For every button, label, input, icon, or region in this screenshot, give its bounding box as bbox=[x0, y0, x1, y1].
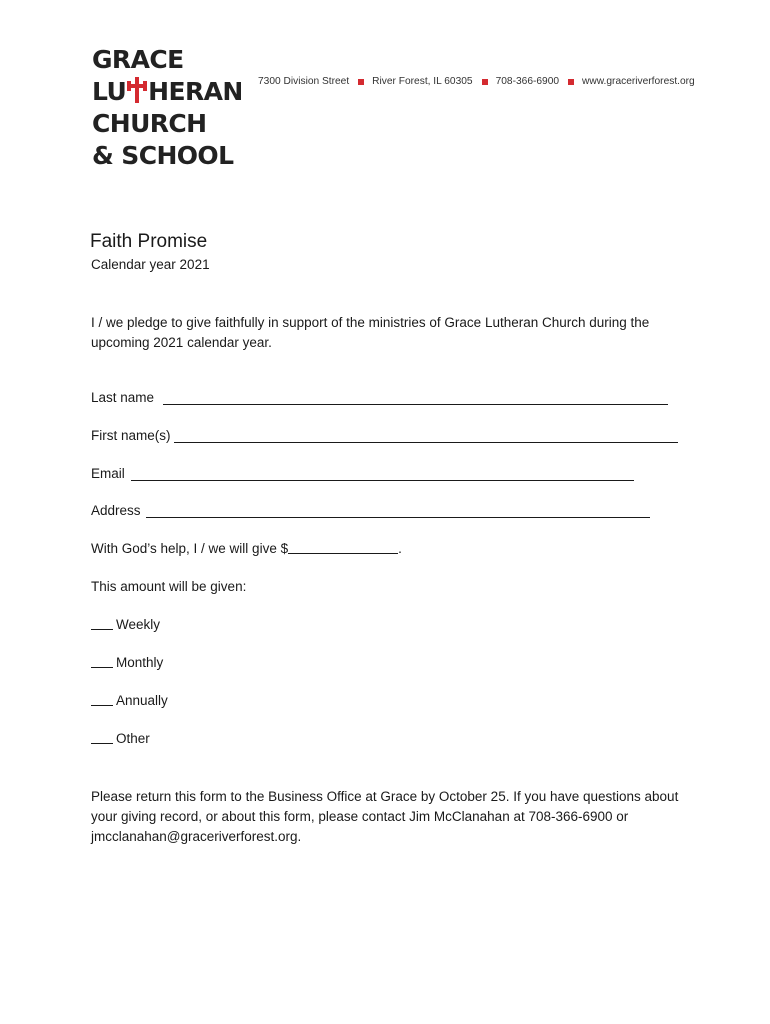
frequency-option-annually[interactable] bbox=[91, 693, 168, 708]
form-title: Faith Promise bbox=[90, 231, 208, 252]
annually-blank[interactable] bbox=[91, 693, 113, 706]
last-name-field[interactable] bbox=[163, 404, 668, 405]
frequency-option-other[interactable] bbox=[91, 731, 150, 746]
weekly-blank[interactable] bbox=[91, 617, 113, 630]
church-logo bbox=[92, 44, 243, 172]
logo-heran: HERAN bbox=[148, 77, 243, 106]
address-field[interactable] bbox=[146, 517, 650, 518]
contact-address: 7300 Division Street bbox=[258, 76, 350, 87]
pledge-statement: I / we pledge to give faithfully in support of the ministries of Grace Lutheran Church during the upcoming 2021 calendar year. bbox=[91, 315, 650, 350]
monthly-label: Monthly bbox=[116, 655, 164, 670]
separator-square-icon bbox=[358, 79, 364, 85]
email-label: Email bbox=[91, 466, 125, 481]
first-names-label: First name(s) bbox=[91, 428, 171, 443]
logo-line-lutheran bbox=[92, 76, 243, 108]
contact-city: River Forest, IL 60305 bbox=[372, 76, 473, 87]
return-instructions: Please return this form to the Business Office at Grace by October 25. If you have questions about your giving record, or about this form, please contact Jim McClanahan at 708-366-6900 or jmcclanahan@graceriverforest.org. bbox=[91, 789, 679, 844]
form-subtitle: Calendar year 2021 bbox=[91, 257, 210, 272]
frequency-prompt: This amount will be given: bbox=[91, 579, 247, 594]
logo-lu: LU bbox=[92, 77, 127, 106]
amount-field[interactable] bbox=[288, 541, 398, 554]
logo-line-church: CHURCH bbox=[92, 109, 207, 138]
frequency-option-weekly[interactable] bbox=[91, 617, 160, 632]
weekly-label: Weekly bbox=[116, 617, 161, 632]
annually-label: Annually bbox=[116, 693, 168, 708]
logo-line-grace: GRACE bbox=[92, 45, 184, 74]
amount-suffix: . bbox=[398, 541, 402, 556]
contact-phone: 708-366-6900 bbox=[495, 76, 560, 87]
amount-line bbox=[91, 541, 402, 556]
other-blank[interactable] bbox=[91, 731, 113, 744]
monthly-blank[interactable] bbox=[91, 655, 113, 668]
logo-line-school: & SCHOOL bbox=[92, 141, 234, 170]
address-label: Address bbox=[91, 503, 141, 518]
other-label: Other bbox=[116, 731, 150, 746]
contact-line bbox=[258, 76, 695, 87]
separator-square-icon bbox=[482, 79, 488, 85]
separator-square-icon bbox=[568, 79, 574, 85]
first-names-field[interactable] bbox=[174, 442, 678, 443]
amount-prefix: With God’s help, I / we will give $ bbox=[91, 541, 289, 556]
contact-website[interactable]: www.graceriverforest.org bbox=[582, 76, 695, 87]
last-name-label: Last name bbox=[91, 390, 155, 405]
email-field[interactable] bbox=[131, 480, 634, 481]
lutheran-cross-icon bbox=[127, 77, 147, 103]
frequency-option-monthly[interactable] bbox=[91, 655, 163, 670]
